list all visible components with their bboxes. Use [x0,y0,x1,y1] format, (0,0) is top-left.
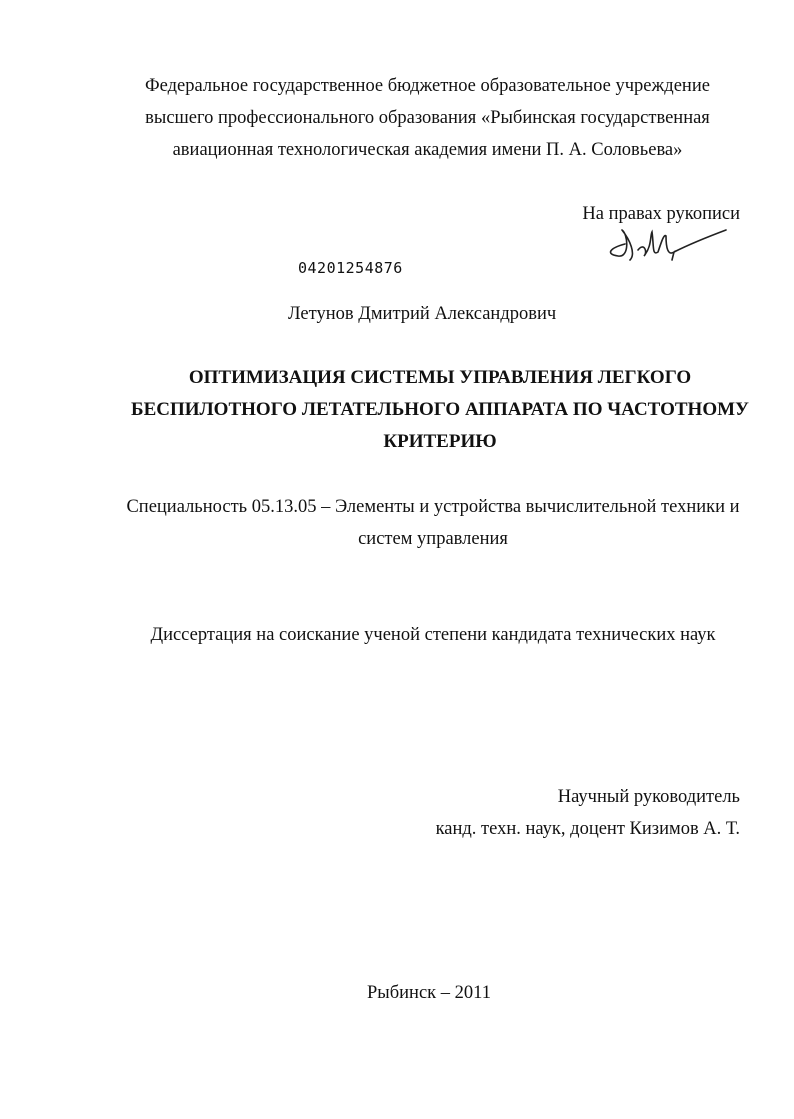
supervisor-label: Научный руководитель [557,787,740,807]
title-line-2: БЕСПИЛОТНОГО ЛЕТАТЕЛЬНОГО АППАРАТА ПО ЧАСТОТНОМУ [131,399,749,420]
supervisor-name: канд. техн. наук, доцент Кизимов А. Т. [435,819,740,839]
institution-line-1: Федеральное государственное бюджетное образовательное учреждение [145,76,710,96]
title-line-3: КРИТЕРИЮ [383,431,497,452]
institution-line-2: высшего профессионального образования «Рыбинская государственная [145,108,710,128]
signature-icon [600,226,730,270]
title-line-1: ОПТИМИЗАЦИЯ СИСТЕМЫ УПРАВЛЕНИЯ ЛЕГКОГО [188,367,692,388]
manuscript-note: На правах рукописи [582,204,740,224]
specialty-line-1: Специальность 05.13.05 – Элементы и устройства вычислительной техники и [126,497,740,517]
degree-statement: Диссертация на соискание ученой степени кандидата технических наук [150,625,716,645]
specialty-line-2: систем управления [358,529,508,549]
institution-line-3: авиационная технологическая академия имени П. А. Соловьева» [172,140,683,160]
city-year: Рыбинск – 2011 [367,983,491,1003]
author-name: Летунов Дмитрий Александрович [288,304,557,324]
document-number: 04201254876 [298,259,403,277]
